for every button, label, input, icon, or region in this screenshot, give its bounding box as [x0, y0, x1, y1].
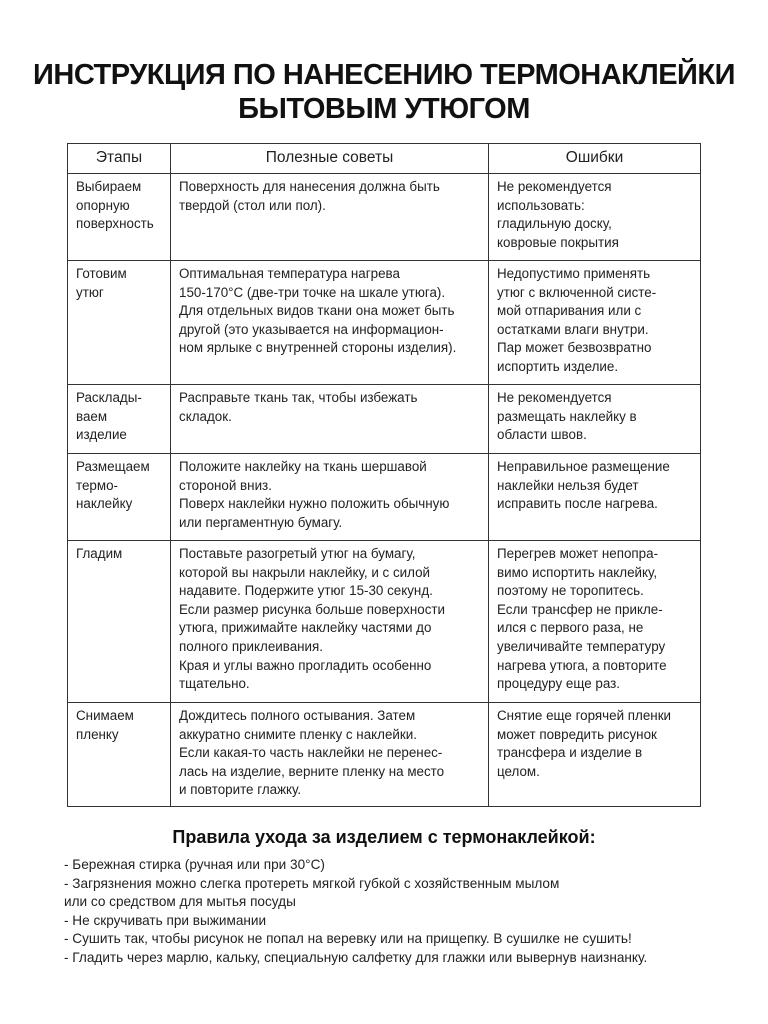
instruction-table — [67, 143, 701, 807]
stage-cell: Размещаем термо- наклейку — [68, 454, 171, 541]
header-stages: Этапы — [68, 144, 171, 174]
list-item: - Гладить через марлю, кальку, специальную салфетку для глажки или вывернув наизнанку. — [64, 949, 648, 965]
stage-cell: Готовим утюг — [68, 261, 171, 385]
tips-cell: Дождитесь полного остывания. Затем аккуратно снимите пленку с наклейки. Если какая-то часть наклейки не перенес- лась на изделие, верните пленку на место и повторите глажку. — [171, 703, 489, 807]
care-rules-list — [64, 856, 744, 967]
page-title-line-2: БЫТОВЫМ УТЮГОМ — [238, 93, 530, 125]
table-row — [68, 385, 701, 454]
page-title — [0, 58, 768, 126]
list-item: - Сушить так, чтобы рисунок не попал на веревку или на прищепку. В сушилке не сушить! — [64, 931, 632, 946]
errors-cell: Не рекомендуется использовать: гладильную доску, ковровые покрытия — [489, 174, 701, 261]
table-row — [68, 454, 701, 541]
header-tips: Полезные советы — [171, 144, 489, 174]
stage-cell: Выбираем опорную поверхность — [68, 174, 171, 261]
errors-cell: Не рекомендуется размещать наклейку в области швов. — [489, 385, 701, 454]
errors-cell: Недопустимо применять утюг с включенной систе- мой отпаривания или с остатками влаги внутри. Пар может безвозвратно испортить изделие. — [489, 261, 701, 385]
page-title-line-1: ИНСТРУКЦИЯ ПО НАНЕСЕНИЮ ТЕРМОНАКЛЕЙКИ — [33, 59, 735, 91]
list-item: - Загрязнения можно слегка протереть мягкой губкой с хозяйственным мылом или со средством для мытья посуды — [64, 875, 560, 909]
table-row — [68, 703, 701, 807]
stage-cell: Гладим — [68, 541, 171, 703]
stage-cell: Снимаем пленку — [68, 703, 171, 807]
care-rules-title: Правила ухода за изделием с термонаклейкой: — [172, 827, 596, 847]
table-header-row — [68, 144, 701, 174]
tips-cell: Оптимальная температура нагрева 150-170°С (две-три точке на шкале утюга). Для отдельных видов ткани она может быть другой (это указывается на информацион- ном ярлыке с внутренней стороны изделия). — [171, 261, 489, 385]
tips-cell: Поверхность для нанесения должна быть твердой (стол или пол). — [171, 174, 489, 261]
table-row — [68, 261, 701, 385]
stage-cell: Расклады- ваем изделие — [68, 385, 171, 454]
header-errors: Ошибки — [489, 144, 701, 174]
tips-cell: Поставьте разогретый утюг на бумагу, которой вы накрыли наклейку, и с силой надавите. Подержите утюг 15-30 секунд. Если размер рисунка больше поверхности утюга, прижимайте наклейку частями до полного приклеивания. Края и углы важно прогладить особенно тщательно. — [171, 541, 489, 703]
errors-cell: Снятие еще горячей пленки может повредить рисунок трансфера и изделие в целом. — [489, 703, 701, 807]
table-row — [68, 174, 701, 261]
errors-cell: Перегрев может непопра- вимо испортить наклейку, поэтому не торопитесь. Если трансфер не прикле- ился с первого раза, не увеличивайте температуру нагрева утюга, а повторите процедуру еще раз. — [489, 541, 701, 703]
tips-cell: Положите наклейку на ткань шершавой стороной вниз. Поверх наклейки нужно положить обычную или пергаментную бумагу. — [171, 454, 489, 541]
list-item: - Не скручивать при выжимании — [64, 912, 267, 928]
tips-cell: Расправьте ткань так, чтобы избежать складок. — [171, 385, 489, 454]
list-item: - Бережная стирка (ручная или при 30°С) — [64, 857, 325, 872]
table-row — [68, 541, 701, 703]
errors-cell: Неправильное размещение наклейки нельзя будет исправить после нагрева. — [489, 454, 701, 541]
